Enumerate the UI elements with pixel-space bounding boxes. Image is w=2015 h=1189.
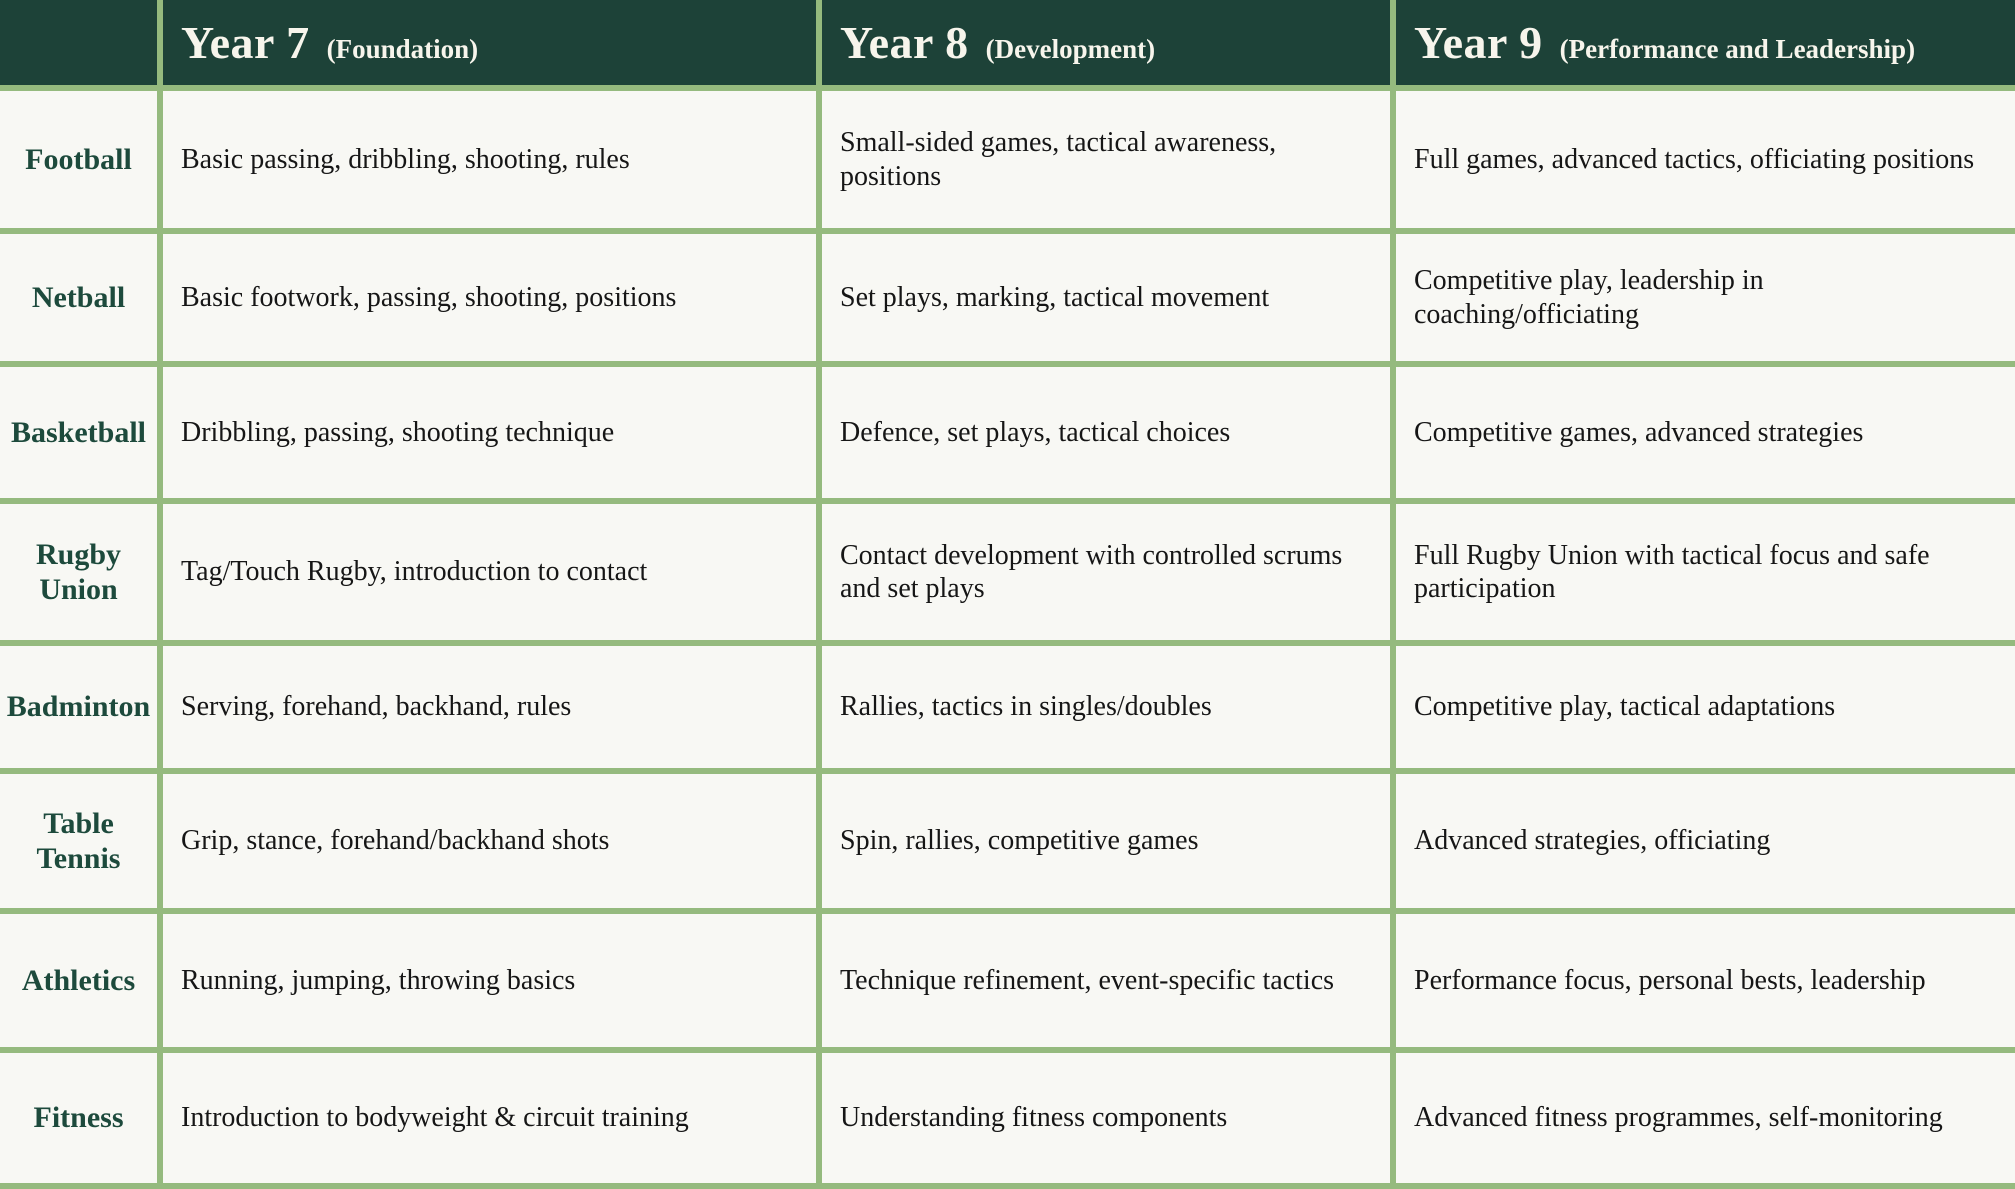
- cell-basketball-year7: Dribbling, passing, shooting technique: [163, 367, 816, 498]
- row-label-badminton: Badminton: [0, 646, 157, 768]
- cell-athletics-year7: Running, jumping, throwing basics: [163, 914, 816, 1047]
- column-header-year9-text: [1414, 16, 1915, 69]
- cell-athletics-year8: Technique refinement, event-specific tactics: [822, 914, 1390, 1047]
- cell-table-tennis-year8: Spin, rallies, competitive games: [822, 774, 1390, 908]
- cell-athletics-year9: Performance focus, personal bests, leadership: [1396, 914, 2015, 1047]
- cell-rugby-union-year8: Contact development with controlled scrums and set plays: [822, 504, 1390, 640]
- year7-title: Year 7: [181, 17, 310, 68]
- cell-fitness-year9: Advanced fitness programmes, self-monitoring: [1396, 1053, 2015, 1183]
- year9-title: Year 9: [1414, 17, 1543, 68]
- year8-subtitle: (Development): [985, 34, 1156, 64]
- cell-basketball-year8: Defence, set plays, tactical choices: [822, 367, 1390, 498]
- cell-football-year8: Small-sided games, tactical awareness, positions: [822, 91, 1390, 228]
- row-label-netball: Netball: [0, 234, 157, 361]
- column-header-year8-text: [840, 16, 1155, 69]
- row-label-basketball: Basketball: [0, 367, 157, 498]
- cell-table-tennis-year7: Grip, stance, forehand/backhand shots: [163, 774, 816, 908]
- column-header-year7-text: [181, 16, 478, 69]
- cell-fitness-year7: Introduction to bodyweight & circuit training: [163, 1053, 816, 1183]
- cell-football-year7: Basic passing, dribbling, shooting, rules: [163, 91, 816, 228]
- year9-subtitle: (Performance and Leadership): [1559, 34, 1916, 64]
- cell-table-tennis-year9: Advanced strategies, officiating: [1396, 774, 2015, 908]
- row-label-fitness: Fitness: [0, 1053, 157, 1183]
- cell-fitness-year8: Understanding fitness components: [822, 1053, 1390, 1183]
- cell-rugby-union-year7: Tag/Touch Rugby, introduction to contact: [163, 504, 816, 640]
- row-label-rugby-union: Rugby Union: [0, 504, 157, 640]
- cell-basketball-year9: Competitive games, advanced strategies: [1396, 367, 2015, 498]
- cell-badminton-year8: Rallies, tactics in singles/doubles: [822, 646, 1390, 768]
- cell-netball-year9: Competitive play, leadership in coaching/officiating: [1396, 234, 2015, 361]
- corner-cell: [0, 0, 157, 85]
- cell-rugby-union-year9: Full Rugby Union with tactical focus and safe participation: [1396, 504, 2015, 640]
- column-header-year7: [163, 0, 816, 85]
- row-label-football: Football: [0, 91, 157, 228]
- row-label-athletics: Athletics: [0, 914, 157, 1047]
- cell-badminton-year7: Serving, forehand, backhand, rules: [163, 646, 816, 768]
- column-header-year8: [822, 0, 1390, 85]
- cell-netball-year8: Set plays, marking, tactical movement: [822, 234, 1390, 361]
- cell-netball-year7: Basic footwork, passing, shooting, positions: [163, 234, 816, 361]
- year7-subtitle: (Foundation): [326, 34, 479, 64]
- cell-football-year9: Full games, advanced tactics, officiating positions: [1396, 91, 2015, 228]
- year8-title: Year 8: [840, 17, 969, 68]
- cell-badminton-year9: Competitive play, tactical adaptations: [1396, 646, 2015, 768]
- row-label-table-tennis: Table Tennis: [0, 774, 157, 908]
- column-header-year9: [1396, 0, 2015, 85]
